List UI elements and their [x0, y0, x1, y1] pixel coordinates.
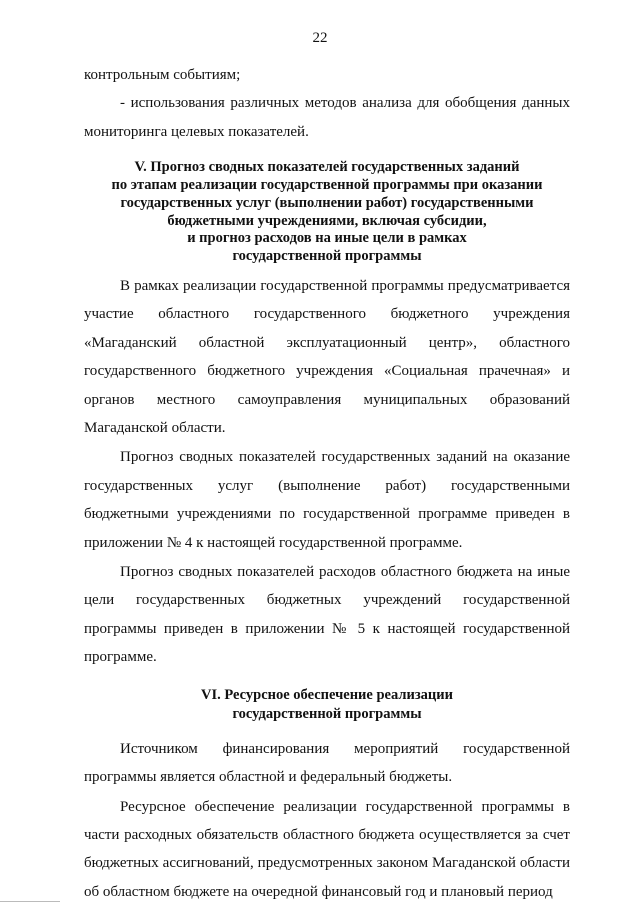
- section-6-heading-line: VI. Ресурсное обеспечение реализации: [84, 686, 570, 705]
- intro-line-2: - использования различных методов анализа для обобщения данных мониторинга целевых показателей.: [84, 89, 570, 146]
- section-6-heading-line: государственной программы: [84, 705, 570, 724]
- intro-line-1: контрольным событиям;: [84, 61, 570, 89]
- page-number: 22: [0, 30, 640, 47]
- section-5-heading-line: и прогноз расходов на иные цели в рамках: [84, 230, 570, 248]
- section-5-heading-line: бюджетными учреждениями, включая субсидии,: [84, 213, 570, 231]
- section-5-heading-line: по этапам реализации государственной программы при оказании: [84, 177, 570, 195]
- section-5-heading-line: государственных услуг (выполнении работ) государственными: [84, 195, 570, 213]
- footer-rule: [0, 901, 60, 902]
- section-5-heading-line: государственной программы: [84, 248, 570, 266]
- section-5-paragraph: Прогноз сводных показателей расходов областного бюджета на иные цели государственных бюджетных учреждений государственной программы приведен в приложении № 5 к настоящей государственной программе.: [84, 558, 570, 672]
- section-6-heading: [84, 686, 570, 724]
- section-5-heading: [84, 159, 570, 266]
- section-5-paragraph: Прогноз сводных показателей государственных заданий на оказание государственных услуг (выполнение работ) государственными бюджетными учреждениями по государственной программе приведен в приложении № 4 к настоящей государственной программе.: [84, 443, 570, 557]
- section-6-paragraph: Источником финансирования мероприятий государственной программы является областной и федеральный бюджеты.: [84, 735, 570, 792]
- section-5-paragraph: В рамках реализации государственной программы предусматривается участие областного государственного бюджетного учреждения «Магаданский областной эксплуатационный центр», областного государственного бюджетного учреждения «Социальная прачечная» и органов местного самоуправления муниципальных образований Магаданской области.: [84, 272, 570, 442]
- page-content: [84, 61, 570, 906]
- section-6-paragraph: Ресурсное обеспечение реализации государственной программы в части расходных обязательств областного бюджета осуществляется за счет бюджетных ассигнований, предусмотренных законом Магаданской области об областном бюджете на очередной финансовый год и плановый период: [84, 793, 570, 906]
- section-5-heading-line: V. Прогноз сводных показателей государственных заданий: [84, 159, 570, 177]
